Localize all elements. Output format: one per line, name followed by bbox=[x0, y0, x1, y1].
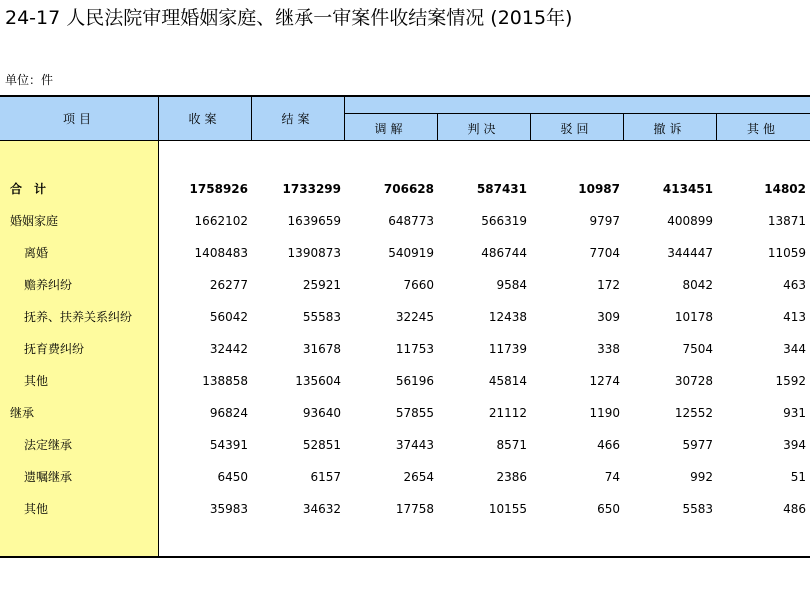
table-cell: 138858 bbox=[202, 374, 248, 388]
table-row bbox=[0, 205, 810, 237]
header-rejection: 驳回 bbox=[560, 122, 593, 136]
table-cell: 992 bbox=[690, 470, 713, 484]
table-cell: 1408483 bbox=[194, 246, 248, 260]
table-cell: 54391 bbox=[209, 438, 248, 452]
row-label: 其他 bbox=[24, 374, 49, 388]
row-label: 婚姻家庭 bbox=[10, 214, 59, 228]
table-cell: 51 bbox=[790, 470, 806, 484]
table-cell: 45814 bbox=[488, 374, 527, 388]
header-other: 其他 bbox=[746, 122, 779, 136]
table-cell: 400899 bbox=[667, 214, 713, 228]
bottom-rule bbox=[0, 556, 810, 558]
table-cell: 2386 bbox=[496, 470, 527, 484]
table-cell: 12552 bbox=[674, 406, 713, 420]
table-cell: 1733299 bbox=[282, 182, 341, 196]
table-cell: 17758 bbox=[395, 502, 434, 516]
table-cell: 344447 bbox=[667, 246, 713, 260]
table-cell: 11059 bbox=[767, 246, 806, 260]
table-cell: 135604 bbox=[295, 374, 341, 388]
table-cell: 35983 bbox=[209, 502, 248, 516]
header-received: 收案 bbox=[188, 112, 221, 126]
table-cell: 6157 bbox=[310, 470, 341, 484]
table-cell: 1190 bbox=[589, 406, 620, 420]
table-cell: 1390873 bbox=[287, 246, 341, 260]
table-cell: 10987 bbox=[578, 182, 620, 196]
table-cell: 648773 bbox=[388, 214, 434, 228]
table-cell: 2654 bbox=[403, 470, 434, 484]
table-cell: 486744 bbox=[481, 246, 527, 260]
row-label: 继承 bbox=[10, 406, 35, 420]
table-cell: 21112 bbox=[488, 406, 527, 420]
table-cell: 309 bbox=[597, 310, 620, 324]
table-row bbox=[0, 237, 810, 269]
table-cell: 34632 bbox=[302, 502, 341, 516]
table-cell: 413 bbox=[783, 310, 806, 324]
table-cell: 93640 bbox=[302, 406, 341, 420]
table-cell: 13871 bbox=[767, 214, 806, 228]
table-cell: 56042 bbox=[209, 310, 248, 324]
table-cell: 14802 bbox=[764, 182, 806, 196]
table-row bbox=[0, 461, 810, 493]
table-cell: 31678 bbox=[302, 342, 341, 356]
table-cell: 5583 bbox=[682, 502, 713, 516]
header-item: 项目 bbox=[62, 112, 95, 126]
row-label: 遗嘱继承 bbox=[24, 470, 73, 484]
table-cell: 540919 bbox=[388, 246, 434, 260]
table-cell: 1662102 bbox=[194, 214, 248, 228]
row-label: 法定继承 bbox=[24, 438, 73, 452]
table-row bbox=[0, 397, 810, 429]
table-cell: 10155 bbox=[488, 502, 527, 516]
table-cell: 486 bbox=[783, 502, 806, 516]
table-cell: 6450 bbox=[217, 470, 248, 484]
table-cell: 9797 bbox=[589, 214, 620, 228]
table-row bbox=[0, 301, 810, 333]
table-cell: 8571 bbox=[496, 438, 527, 452]
unit-label: 单位：件 bbox=[5, 73, 54, 87]
row-label: 赡养纠纷 bbox=[24, 278, 73, 292]
table-cell: 338 bbox=[597, 342, 620, 356]
table-cell: 1274 bbox=[589, 374, 620, 388]
table-cell: 37443 bbox=[395, 438, 434, 452]
table-cell: 931 bbox=[783, 406, 806, 420]
table-cell: 1592 bbox=[775, 374, 806, 388]
table-cell: 587431 bbox=[476, 182, 527, 196]
header-sub-rule bbox=[344, 113, 810, 114]
table-cell: 32245 bbox=[395, 310, 434, 324]
table-cell: 56196 bbox=[395, 374, 434, 388]
row-label: 合 计 bbox=[10, 182, 47, 196]
row-label: 离婚 bbox=[24, 246, 49, 260]
top-rule bbox=[0, 95, 810, 97]
row-label: 抚育费纠纷 bbox=[24, 342, 85, 356]
table-cell: 57855 bbox=[395, 406, 434, 420]
header-closed: 结案 bbox=[281, 112, 314, 126]
table-cell: 466 bbox=[597, 438, 620, 452]
row-label: 抚养、扶养关系纠纷 bbox=[24, 310, 133, 324]
table-cell: 7660 bbox=[403, 278, 434, 292]
table-cell: 30728 bbox=[674, 374, 713, 388]
table-cell: 706628 bbox=[383, 182, 434, 196]
table-row bbox=[0, 365, 810, 397]
header-judgment: 判决 bbox=[467, 122, 500, 136]
table-row bbox=[0, 333, 810, 365]
table-cell: 74 bbox=[604, 470, 620, 484]
table-cell: 32442 bbox=[209, 342, 248, 356]
table-row bbox=[0, 493, 810, 525]
table-row bbox=[0, 269, 810, 301]
table-row bbox=[0, 429, 810, 461]
table-cell: 25921 bbox=[302, 278, 341, 292]
header-bottom-rule bbox=[0, 140, 810, 141]
table-cell: 463 bbox=[783, 278, 806, 292]
table-cell: 55583 bbox=[302, 310, 341, 324]
table-cell: 96824 bbox=[209, 406, 248, 420]
table-cell: 394 bbox=[783, 438, 806, 452]
table-cell: 1758926 bbox=[189, 182, 248, 196]
row-label: 其他 bbox=[24, 502, 49, 516]
table-cell: 650 bbox=[597, 502, 620, 516]
table-cell: 5977 bbox=[682, 438, 713, 452]
table-cell: 11739 bbox=[488, 342, 527, 356]
table-cell: 26277 bbox=[209, 278, 248, 292]
table-cell: 9584 bbox=[496, 278, 527, 292]
table-cell: 344 bbox=[783, 342, 806, 356]
table-cell: 7504 bbox=[682, 342, 713, 356]
table-cell: 566319 bbox=[481, 214, 527, 228]
table-cell: 52851 bbox=[302, 438, 341, 452]
table-cell: 8042 bbox=[682, 278, 713, 292]
table-cell: 10178 bbox=[674, 310, 713, 324]
table-cell: 7704 bbox=[589, 246, 620, 260]
header-mediation: 调解 bbox=[374, 122, 407, 136]
table-cell: 1639659 bbox=[287, 214, 341, 228]
table-title: 24-17 人民法院审理婚姻家庭、继承一审案件收结案情况 (2015年) bbox=[5, 7, 573, 29]
header-withdrawal: 撤诉 bbox=[653, 122, 686, 136]
table-cell: 172 bbox=[597, 278, 620, 292]
table-cell: 12438 bbox=[488, 310, 527, 324]
table-cell: 11753 bbox=[395, 342, 434, 356]
table-cell: 413451 bbox=[662, 182, 713, 196]
table-row bbox=[0, 173, 810, 205]
